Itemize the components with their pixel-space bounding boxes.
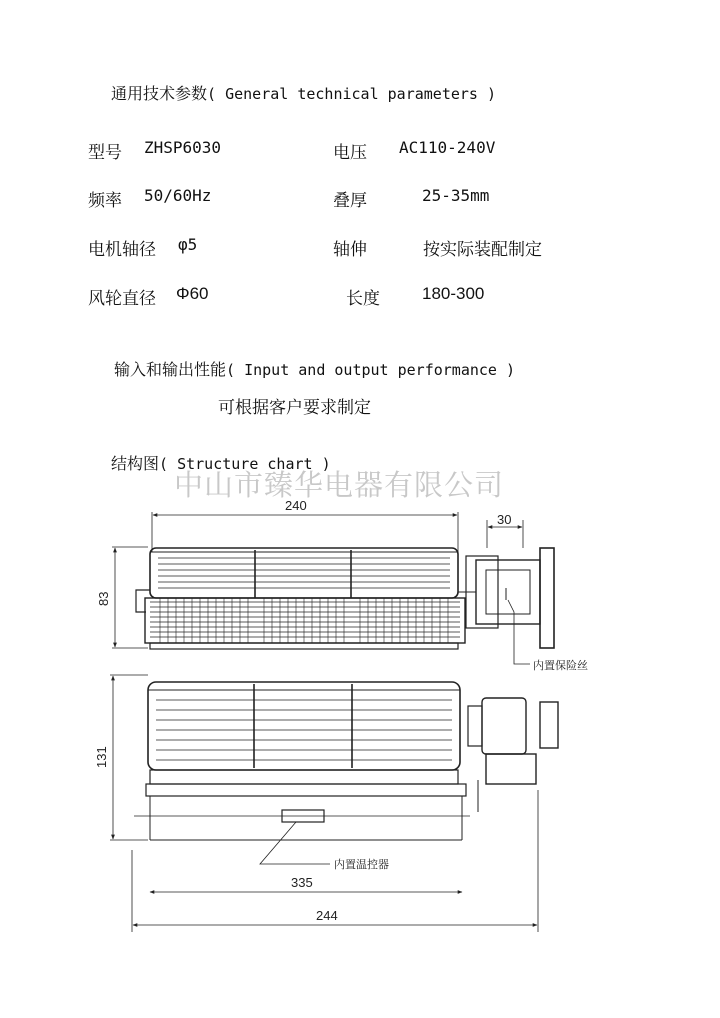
io-heading-en: ( Input and output performance ) bbox=[226, 361, 515, 379]
dim-240-label: 240 bbox=[285, 498, 307, 513]
company-watermark: 中山市臻华电器有限公司 bbox=[174, 468, 505, 502]
dim-244-label: 244 bbox=[316, 908, 338, 923]
top-view bbox=[112, 512, 554, 664]
param-value-frequency: 50/60Hz bbox=[144, 186, 212, 205]
param-label-wheel-diameter: 风轮直径 bbox=[88, 289, 156, 309]
param-label-shaft-extension: 轴伸 bbox=[333, 240, 367, 260]
dim-335-label: 335 bbox=[291, 875, 313, 890]
dim-131-label: 131 bbox=[94, 746, 109, 768]
fuse-label: 内置保险丝 bbox=[533, 660, 588, 672]
io-note: 可根据客户要求制定 bbox=[218, 398, 371, 418]
param-label-shaft-diameter: 电机轴径 bbox=[88, 240, 156, 260]
param-label-model: 型号 bbox=[88, 143, 122, 163]
structure-heading-en: ( Structure chart ) bbox=[159, 455, 331, 473]
param-value-shaft-extension: 按实际装配制定 bbox=[423, 240, 542, 260]
param-value-stack-thickness: 25-35mm bbox=[422, 186, 490, 205]
param-value-wheel-diameter: Φ60 bbox=[176, 284, 209, 303]
thermostat-label: 内置温控器 bbox=[334, 859, 389, 871]
general-heading-en: ( General technical parameters ) bbox=[207, 85, 496, 103]
param-label-stack-thickness: 叠厚 bbox=[333, 191, 367, 211]
front-view bbox=[110, 675, 558, 932]
param-value-model: ZHSP6030 bbox=[144, 138, 222, 157]
general-heading-zh: 通用技术参数 bbox=[111, 84, 208, 103]
param-label-voltage: 电压 bbox=[333, 143, 367, 163]
param-value-length: 180-300 bbox=[422, 284, 485, 303]
dim-30-label: 30 bbox=[497, 512, 512, 527]
param-label-frequency: 频率 bbox=[88, 191, 122, 211]
param-label-length: 长度 bbox=[346, 289, 380, 309]
param-value-shaft-diameter: φ5 bbox=[178, 235, 198, 254]
structure-heading-zh: 结构图 bbox=[111, 454, 160, 473]
param-value-voltage: AC110-240V bbox=[399, 138, 496, 157]
io-heading-zh: 输入和输出性能 bbox=[114, 360, 227, 379]
dim-83-label: 83 bbox=[96, 591, 111, 606]
